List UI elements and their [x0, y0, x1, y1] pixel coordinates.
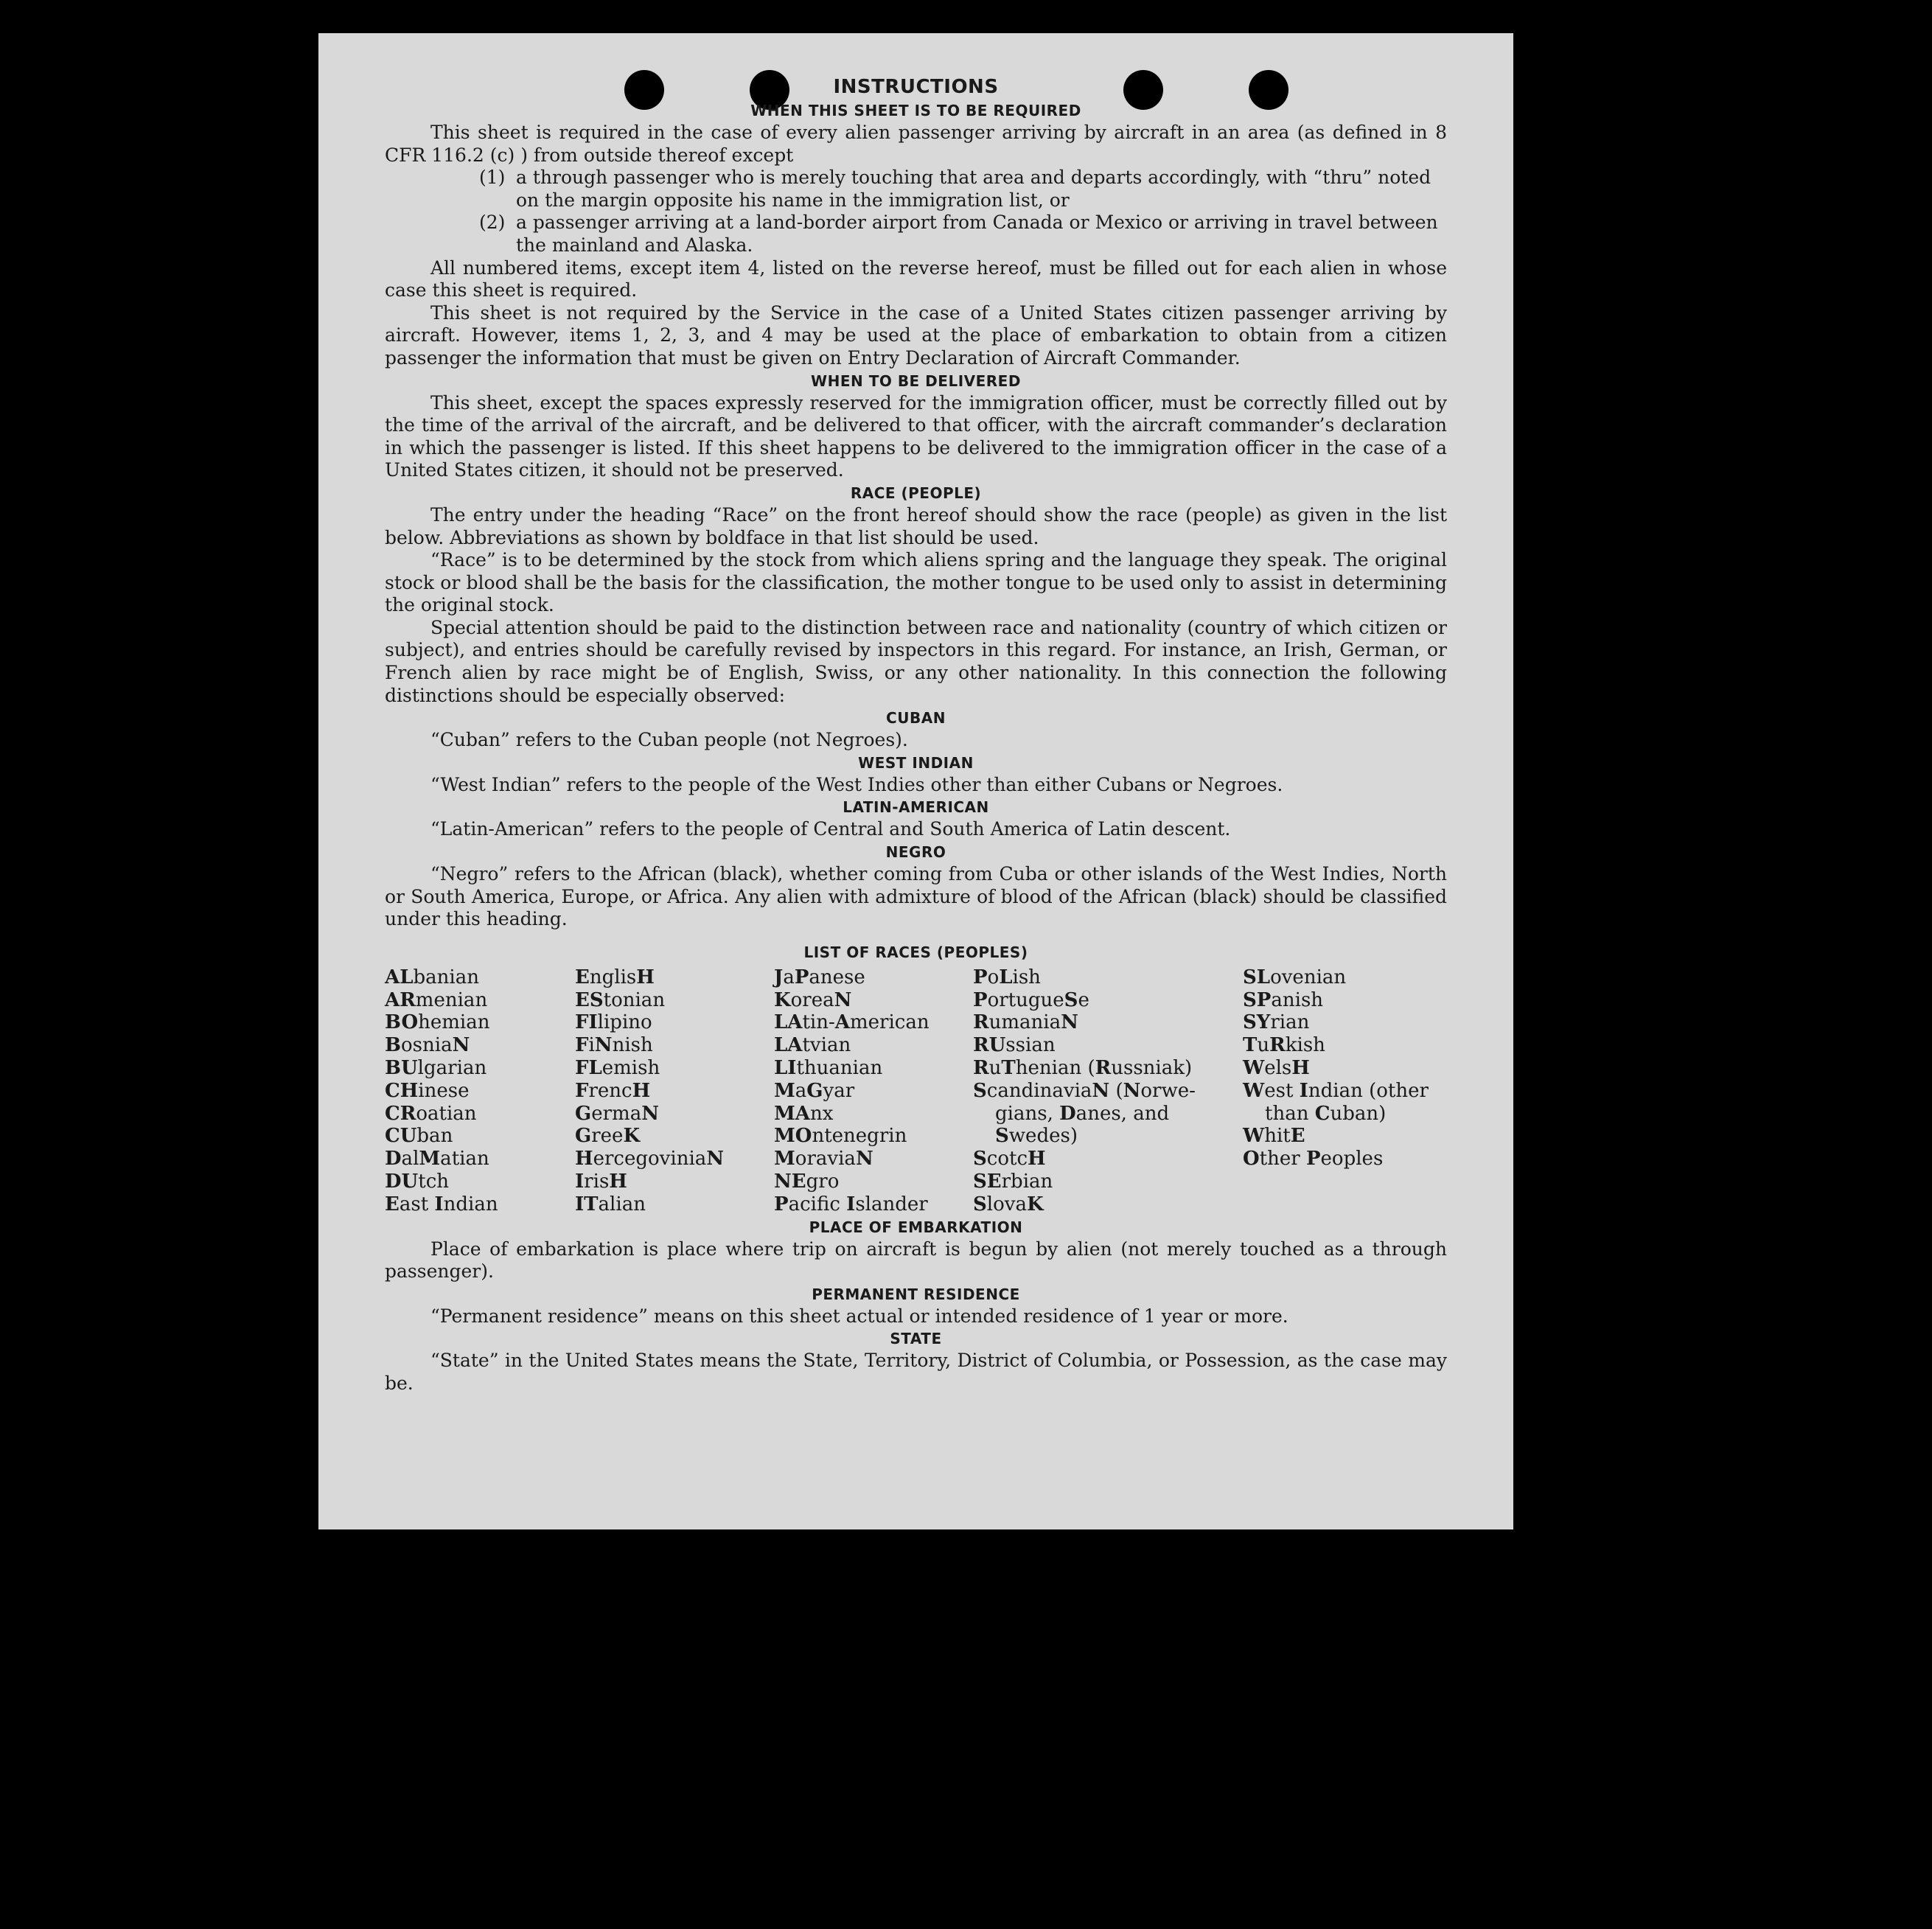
paragraph: “State” in the United States means the State, Territory, District of Columbia, or Possession, as the case may be. [385, 1350, 1447, 1394]
paragraph: This sheet, except the spaces expressly reserved for the immigration officer, must be correctly filled out by the time of the arrival of the aircraft, and be delivered to that officer, with the aircraft commander’s declaration in which the passenger is listed. If this sheet happens to be delivered to the immigration officer in the case of a United States citizen, it should not be preserved. [385, 391, 1447, 481]
race-entry: MoraviaN [774, 1148, 873, 1171]
section-heading: LATIN-AMERICAN [843, 798, 989, 817]
race-entry: EStonian [575, 988, 666, 1011]
race-entry: TuRkish [1243, 1034, 1325, 1057]
race-entry: gians, Danes, and [995, 1102, 1170, 1125]
race-entry: ScotcH [973, 1148, 1046, 1171]
race-entry: HercegoviniaN [575, 1148, 725, 1171]
paragraph: This sheet is required in the case of every alien passenger arriving by aircraft in an area (as defined in 8 CFR 116.2 (c) ) from outside thereof except [385, 122, 1447, 166]
paragraph: “Permanent residence” means on this sheet actual or intended residence of 1 year or more. [430, 1305, 1288, 1327]
race-entry: NEgro [774, 1170, 840, 1193]
exception-number: (2) [479, 212, 506, 234]
races-heading: LIST OF RACES (PEOPLES) [803, 943, 1028, 961]
race-entry: GreeK [575, 1125, 641, 1148]
section-heading: PLACE OF EMBARKATION [809, 1218, 1023, 1236]
race-entry: SErbian [973, 1170, 1053, 1193]
paragraph: “Latin-American” refers to the people of Central and South America of Latin descent. [430, 818, 1231, 840]
paragraph: All numbered items, except item 4, listed on the reverse hereof, must be filled out for each alien in whose case this sheet is required. [385, 257, 1447, 301]
race-entry: FrencH [575, 1079, 651, 1102]
exception-item [385, 167, 1447, 212]
race-entry: BOhemian [385, 1011, 490, 1034]
races-list [385, 966, 1447, 1216]
race-entry: BUlgarian [385, 1057, 487, 1079]
page-title: INSTRUCTIONS [833, 76, 999, 98]
race-entry: CRoatian [385, 1102, 477, 1125]
race-entry: IrisH [575, 1170, 627, 1193]
race-entry: Other Peoples [1243, 1148, 1384, 1171]
race-entry: RumaniaN [973, 1011, 1078, 1034]
race-entry: East Indian [385, 1193, 498, 1215]
race-entry: DUtch [385, 1170, 449, 1193]
race-entry: BosniaN [385, 1034, 470, 1057]
race-entry: SYrian [1243, 1011, 1310, 1034]
paragraph: “Cuban” refers to the Cuban people (not Negroes). [430, 729, 908, 751]
paragraph: This sheet is not required by the Service in the case of a United States citizen passenger arriving by aircraft. However, items 1, 2, 3, and 4 may be used at the place of embarkation to obtain from a citizen passenger the information that must be given on Entry Declaration of Aircraft Commander. [385, 301, 1447, 369]
races-column [575, 966, 774, 1216]
exception-number: (1) [479, 167, 506, 189]
race-entry: JaPanese [774, 966, 865, 988]
race-entry: FiNnish [575, 1034, 653, 1057]
paragraph: “Race” is to be determined by the stock from which aliens spring and the language they speak. The original stock or blood shall be the basis for the classification, the mother tongue to be used only to assist in determining the original stock. [385, 549, 1447, 616]
race-entry: RUssian [973, 1034, 1056, 1057]
races-column [1243, 966, 1429, 1216]
race-entry: ITalian [575, 1193, 646, 1215]
race-entry: Swedes) [995, 1125, 1078, 1148]
exception-text: a passenger arriving at a land-border airport from Canada or Mexico or arriving in travel between the mainland and Alaska. [516, 212, 1438, 256]
race-entry: MAnx [774, 1102, 834, 1125]
race-entry: FIlipino [575, 1011, 652, 1034]
races-column [774, 966, 973, 1216]
race-entry: CHinese [385, 1079, 470, 1102]
section-heading: WHEN THIS SHEET IS TO BE REQUIRED [750, 102, 1081, 119]
exception-text: a through passenger who is merely touching that area and departs accordingly, with “thru” noted on the margin opposite his name in the immigration list, or [516, 167, 1431, 211]
race-entry: SPanish [1243, 988, 1324, 1011]
race-entry: Pacifc Islander [774, 1193, 928, 1215]
race-entry: PortugueSe [973, 988, 1089, 1011]
race-entry: LAtin-American [774, 1011, 930, 1034]
race-entry: FLemish [575, 1057, 660, 1079]
section-heading: PERMANENT RESIDENCE [812, 1285, 1020, 1303]
paragraph: The entry under the heading “Race” on the front hereof should show the race (people) as given in the list below. Abbreviations as shown by boldface in that list should be used. [385, 503, 1447, 548]
instructions-content [385, 74, 1447, 1395]
race-entry: WhitE [1243, 1125, 1305, 1148]
race-entry: GermaN [575, 1102, 659, 1125]
paragraph: Special attention should be paid to the distinction between race and nationality (country of which citizen or subject), and entries should be carefully revised by inspectors in this regard. For instance, an Irish, German, or French alien by race might be of English, Swiss, or any other nationality. In this connection the following distinctions should be especially observed: [385, 616, 1447, 706]
race-entry: KoreaN [774, 988, 852, 1011]
race-entry: SlovaK [973, 1193, 1044, 1215]
document-sheet [318, 33, 1513, 1529]
exception-item [385, 212, 1447, 257]
paragraph: “Negro” refers to the African (black), whether coming from Cuba or other islands of the West Indies, North or South America, Europe, or Africa. Any alien with admixture of blood of the African (black) should be classified under this heading. [385, 863, 1447, 930]
paragraph: “West Indian” refers to the people of the West Indies other than either Cubans or Negroes. [430, 773, 1283, 795]
race-entry: LAtvian [774, 1034, 851, 1057]
section-heading: CUBAN [886, 709, 946, 728]
race-entry: West Indian (other [1243, 1079, 1429, 1102]
section-heading: WEST INDIAN [858, 753, 974, 772]
races-column [385, 966, 575, 1216]
race-entry: WelsH [1243, 1057, 1310, 1079]
race-entry: MaGyar [774, 1079, 855, 1102]
section-heading: NEGRO [885, 843, 946, 862]
race-entry: ScandinaviaN (Norwe- [973, 1079, 1196, 1102]
race-entry: ARmenian [385, 988, 488, 1011]
race-entry: than Cuban) [1265, 1102, 1387, 1125]
race-entry: SLovenian [1243, 966, 1347, 988]
race-entry: EnglisH [575, 966, 655, 988]
race-entry: CUban [385, 1125, 453, 1148]
race-entry: ALbanian [385, 966, 479, 988]
race-entry: LIthuanian [774, 1057, 883, 1079]
race-entry: DalMatian [385, 1148, 489, 1171]
section-heading: STATE [890, 1330, 942, 1348]
races-column [973, 966, 1243, 1216]
race-entry: MOntenegrin [774, 1125, 907, 1148]
paragraph: Place of embarkation is place where trip on aircraft is begun by alien (not merely touched as a through passenger). [385, 1238, 1447, 1283]
section-heading: WHEN TO BE DELIVERED [811, 372, 1021, 390]
section-heading: RACE (PEOPLE) [850, 484, 982, 502]
race-entry: RuThenian (Russniak) [973, 1057, 1193, 1079]
race-entry: PoLish [973, 966, 1041, 988]
